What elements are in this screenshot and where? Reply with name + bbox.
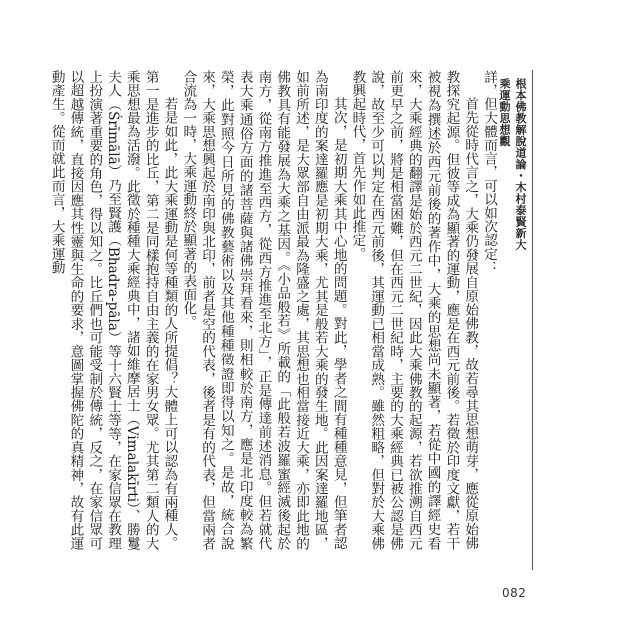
running-header: 根本佛教解脫道論・木村泰賢新大乘運動思想觀 [498, 78, 527, 251]
paragraph: 詳，但大體而言，可以如次認定： [481, 70, 497, 274]
paragraph: 其次，是初期大乘其中心地的問題。對此，學者之間有種種意見，但筆者認為南印度的案達羅應是初期大乘，尤其是般若大乘的發生地。此因案達羅地區，如前所述，是大眾部自由派最為隆盛之處，其思想也相當接近大乘，亦即此地的佛教具有能發展為大乘之基因。《小品般若》所載的「此般若波羅蜜經滅後起於南方，從南方推進至西方，從西方推進至北方」，正是傳達前述消息。但若就代表大乘通俗方面的諸菩薩與諸佛崇拜看來，則相較於南方，應是北印度較為繁榮，此對照今日所見的佛教藝術以及其他種種徵證即得以知之。是故，統合說來，大乘思想興起於南印與北印，前者是空的代表，後者是有的代表，但當兩者合流為一時，大乘運動終於顯著的表面化。 [180, 70, 347, 550]
paragraph: 首先從時代言之，大乘仍發展自原始佛教，故若尋其思想萌芽，應從原始佛教探究起源。但彼等成為顯著的運動，應是在西元前後。若徵於印度文獻，若干被視為撰述於西元前後的著作中，大乘的思想尚未顯著，若從中國的譯經史看來，大乘經典的翻譯是始於西元二世紀，因此大乘佛教的起源，若欲推溯自西元前更早之前，將是相當困難，但在西元二世紀時，主要的大乘經典已被公認是佛說，故至少可以判定在西元前後，其運動已相當成熟。雖然粗略，但對於大乘佛教興起時代，首先作如此推定。 [349, 70, 479, 550]
paragraph: 若是如此，此大乘運動是何等種類的人所提倡？大體上可以認為有兩種人。第一是進步的比丘，第二是同樣抱持自由主義的在家男女眾。尤其第二類人的大乘思想最為活潑。此徵於種種大乘經典中，諸如維摩居士（Vimalakīrti）、勝鬘夫人（Śrīmālā）乃至賢護（Bhadra-pāla）等十六賢士等等，在家信眾在教理上扮演著重要的角色，得以知之。比丘們也可能受制於傳統，反之，在家信眾可以超越傳統，直接因應其性靈與生命的要求，意圖掌握佛陀的真精神，故有此運動產生。從而就此而言，大乘運動 [48, 70, 178, 550]
header-rule [532, 70, 533, 570]
body-text [48, 70, 498, 550]
page-number: 082 [502, 586, 527, 600]
